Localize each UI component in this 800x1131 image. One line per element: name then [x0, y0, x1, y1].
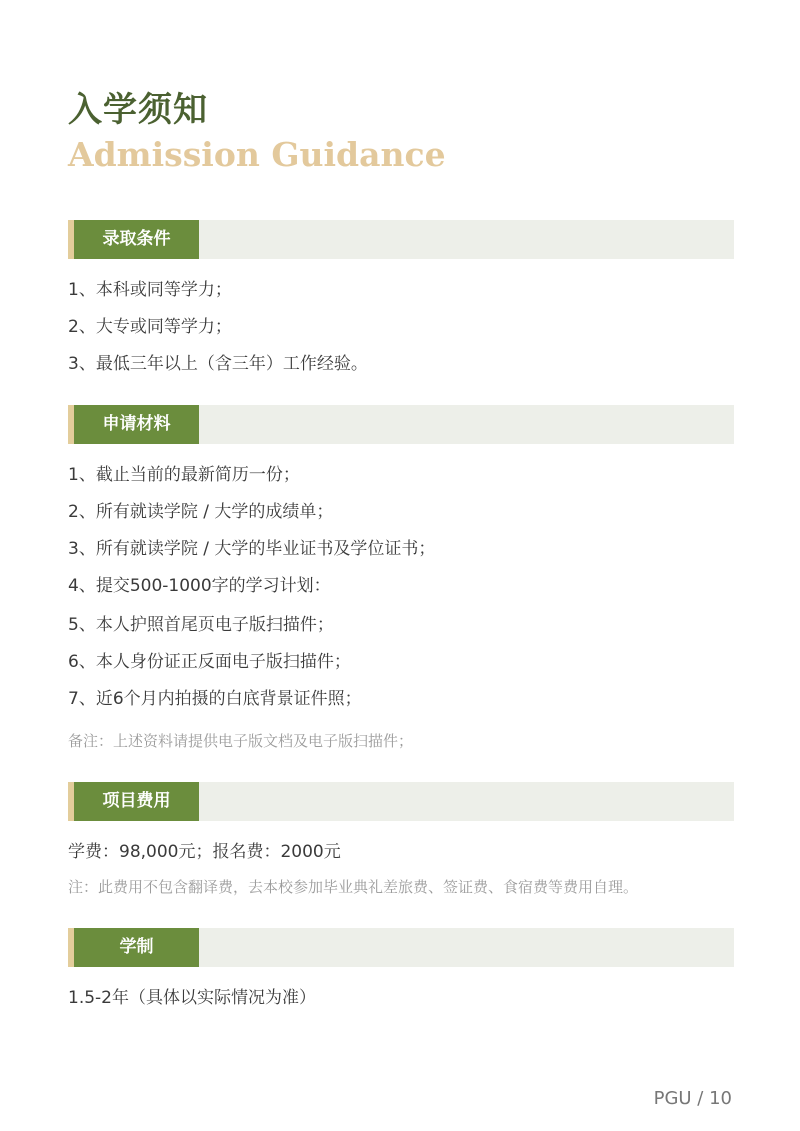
section-label-fees: 项目费用	[74, 782, 199, 821]
section-label-admission: 录取条件	[74, 220, 199, 259]
fees-text: 学费：98,000元；报名费：2000元	[68, 842, 341, 862]
section-header-duration	[68, 928, 734, 967]
section-header-fees	[68, 782, 734, 821]
materials-item-5: 5、本人护照首尾页电子版扫描件；	[68, 615, 334, 635]
materials-item-4: 4、提交500-1000字的学习计划：	[68, 576, 331, 596]
materials-item-2: 2、所有就读学院 / 大学的成绩单；	[68, 502, 334, 522]
duration-text: 1.5-2年（具体以实际情况为准）	[68, 988, 316, 1008]
section-header-admission	[68, 220, 734, 259]
materials-item-6: 6、本人身份证正反面电子版扫描件；	[68, 652, 351, 672]
section-header-materials	[68, 405, 734, 444]
fees-note: 注：此费用不包含翻译费，去本校参加毕业典礼差旅费、签证费、食宿费等费用自理。	[68, 878, 639, 896]
materials-item-7: 7、近6个月内拍摄的白底背景证件照；	[68, 689, 362, 709]
admission-item-2: 2、大专或同等学力；	[68, 317, 232, 337]
materials-item-1: 1、截止当前的最新简历一份；	[68, 465, 300, 485]
materials-item-3: 3、所有就读学院 / 大学的毕业证书及学位证书；	[68, 539, 436, 559]
section-label-materials: 申请材料	[74, 405, 199, 444]
page-subtitle: Admission Guidance	[68, 135, 446, 174]
page-title: 入学须知	[68, 90, 208, 130]
admission-item-1: 1、本科或同等学力；	[68, 280, 232, 300]
materials-note: 备注：上述资料请提供电子版文档及电子版扫描件；	[68, 732, 414, 750]
admission-item-3: 3、最低三年以上（含三年）工作经验。	[68, 354, 368, 374]
page-number: PGU / 10	[653, 1088, 732, 1109]
section-label-duration: 学制	[74, 928, 199, 967]
